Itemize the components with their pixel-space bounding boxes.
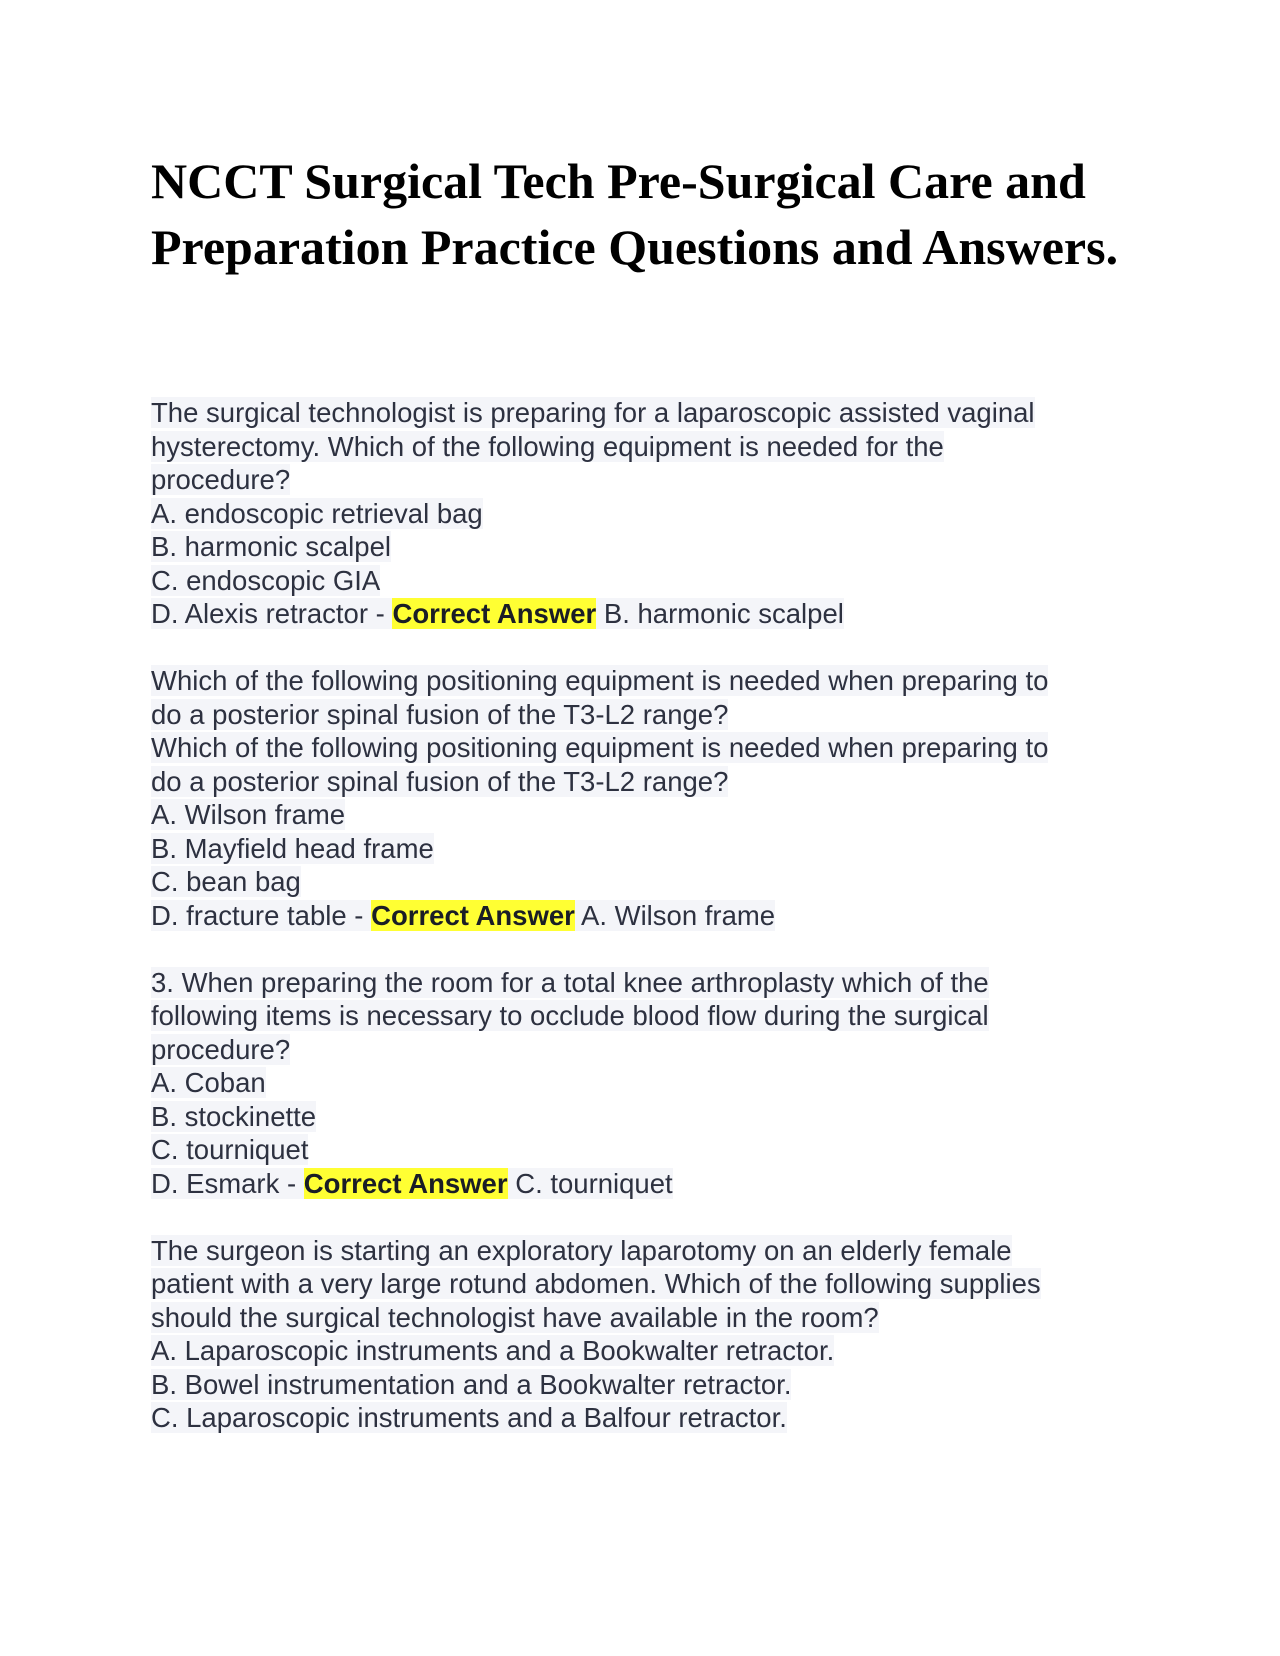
question-2-line: Which of the following positioning equipment is needed when preparing to (151, 665, 1049, 696)
question-4-option-c: C. Laparoscopic instruments and a Balfour retractor. (151, 1402, 787, 1433)
question-3-line: 3. When preparing the room for a total knee arthroplasty which of the (151, 966, 989, 998)
question-2-line: do a posterior spinal fusion of the T3-L2 range? (151, 765, 729, 797)
question-3 (151, 966, 1151, 1201)
question-4-line: should the surgical technologist have available in the room? (151, 1301, 879, 1333)
correct-answer-label: Correct Answer (303, 1167, 508, 1199)
question-3-option-c: C. tourniquet (151, 1134, 309, 1165)
question-1 (151, 396, 1151, 631)
question-1-option-c: C. endoscopic GIA (151, 564, 381, 596)
question-2-answer: A. Wilson frame (574, 899, 776, 931)
question-1-option-d: D. Alexis retractor - (151, 598, 393, 629)
question-3-line: following items is necessary to occlude blood flow during the surgical (151, 1000, 989, 1031)
question-2-option-b: B. Mayfield head frame (151, 832, 434, 864)
question-1-line: procedure? (151, 464, 291, 495)
question-2-line: do a posterior spinal fusion of the T3-L2 range? (151, 698, 729, 730)
title-line-1: NCCT Surgical Tech Pre-Surgical Care and (151, 153, 1086, 209)
question-1-answer: B. harmonic scalpel (596, 598, 844, 629)
question-3-option-a: A. Coban (151, 1067, 266, 1098)
question-1-line: The surgical technologist is preparing for a laparoscopic assisted vaginal (151, 397, 1035, 428)
question-2 (151, 664, 1151, 932)
question-1-option-b: B. harmonic scalpel (151, 531, 391, 562)
question-3-option-d: D. Esmark - (151, 1167, 304, 1199)
correct-answer-label: Correct Answer (392, 598, 597, 629)
question-2-option-d: D. fracture table - (151, 899, 372, 931)
question-3-answer: C. tourniquet (507, 1167, 673, 1199)
question-1-option-a: A. endoscopic retrieval bag (151, 497, 483, 529)
question-4 (151, 1234, 1151, 1435)
question-4-option-b: B. Bowel instrumentation and a Bookwalter retractor. (151, 1368, 792, 1400)
question-4-option-a: A. Laparoscopic instruments and a Bookwalter retractor. (151, 1335, 835, 1366)
question-3-option-b: B. stockinette (151, 1100, 317, 1132)
question-1-line: hysterectomy. Which of the following equipment is needed for the (151, 430, 944, 462)
question-2-line: Which of the following positioning equipment is needed when preparing to (151, 732, 1049, 763)
question-3-line: procedure? (151, 1033, 291, 1065)
question-4-line: The surgeon is starting an exploratory laparotomy on an elderly female (151, 1234, 1012, 1266)
questions-content (151, 396, 1151, 1468)
question-4-line: patient with a very large rotund abdomen. Which of the following supplies (151, 1268, 1041, 1299)
question-2-option-c: C. bean bag (151, 866, 301, 897)
correct-answer-label: Correct Answer (371, 899, 575, 931)
title-line-2: Preparation Practice Questions and Answers. (151, 219, 1119, 275)
document-title (151, 148, 1151, 280)
question-2-option-a: A. Wilson frame (151, 799, 346, 830)
